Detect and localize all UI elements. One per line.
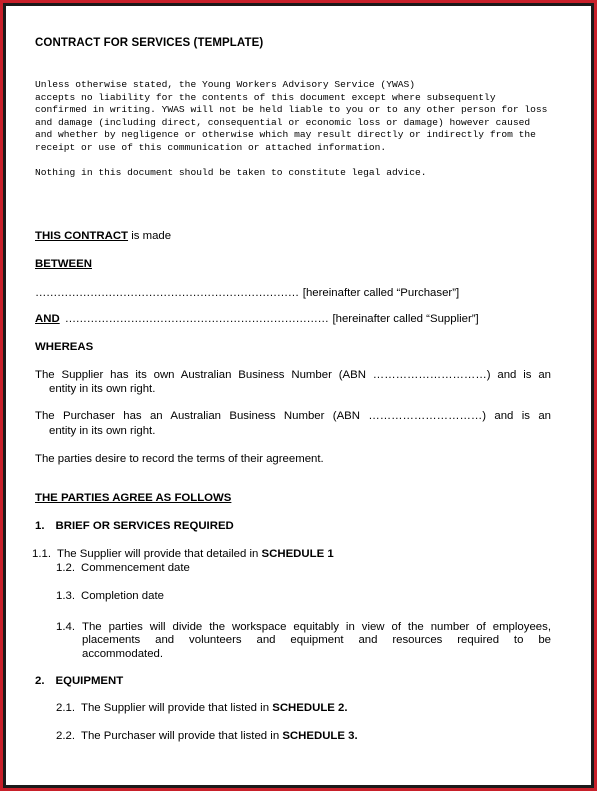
document-title: CONTRACT FOR SERVICES (TEMPLATE): [35, 37, 264, 49]
section-number: 1.: [35, 520, 45, 532]
schedule-ref: SCHEDULE 3.: [282, 730, 358, 742]
item-2-2: [56, 730, 358, 742]
whereas-heading: WHEREAS: [35, 341, 94, 353]
item-number: 2.2.: [56, 730, 75, 742]
disclaimer-line: and whether by negligence or otherwise which may result directly or indirectly from the: [35, 129, 536, 140]
purchaser-line: [35, 287, 459, 299]
section-2-heading: [35, 675, 123, 687]
item-1-2: [56, 562, 190, 574]
document-page: [6, 6, 591, 785]
item-1-4-number: 1.4.: [56, 621, 75, 633]
item-number: 1.3.: [56, 590, 75, 602]
schedule-ref: SCHEDULE 1: [261, 548, 334, 560]
contract-made-line: [35, 230, 171, 242]
schedule-ref: SCHEDULE 2.: [272, 702, 348, 714]
purchaser-label: [hereinafter called “Purchaser”]: [302, 287, 460, 299]
disclaimer-line: Unless otherwise stated, the Young Workers Advisory Service (YWAS): [35, 79, 415, 90]
legal-advice-note: Nothing in this document should be taken to constitute legal advice.: [35, 167, 427, 178]
item-1-4-line3: accommodated.: [82, 648, 164, 660]
item-1-4-line1: The parties will divide the workspace equitably in view of the number of employees,: [82, 621, 551, 633]
item-2-1: [56, 702, 348, 714]
disclaimer-line: receipt or use of this communication or attached information.: [35, 142, 387, 153]
contract-made-text: is made: [128, 230, 172, 242]
item-text: The Supplier will provide that detailed in: [57, 548, 262, 560]
whereas-supplier-line2: entity in its own right.: [49, 383, 156, 395]
whereas-purchaser-line1: The Purchaser has an Australian Business Number (ABN …………………………) and is an: [35, 410, 551, 422]
item-text: The Supplier will provide that listed in: [81, 702, 273, 714]
purchaser-blank: ………………………………………………………………: [35, 287, 299, 299]
supplier-line: [35, 313, 479, 325]
whereas-purchaser-line2: entity in its own right.: [49, 425, 156, 437]
item-1-1: [32, 548, 334, 560]
item-text: The Purchaser will provide that listed in: [81, 730, 283, 742]
disclaimer-line: confirmed in writing. YWAS will not be held liable to you or to any other person for loss: [35, 104, 548, 115]
item-number: 1.2.: [56, 562, 75, 574]
item-text: Completion date: [81, 590, 164, 602]
section-title: BRIEF OR SERVICES REQUIRED: [55, 520, 234, 532]
parties-desire-text: The parties desire to record the terms of their agreement.: [35, 453, 324, 465]
disclaimer-line: and damage (including direct, consequential or economic loss or damage) however caused: [35, 117, 531, 128]
between-heading: BETWEEN: [35, 258, 92, 270]
item-1-4-line2: placements and volunteers and equipment and resources required to be: [82, 634, 551, 646]
item-number: 2.1.: [56, 702, 75, 714]
section-title: EQUIPMENT: [55, 675, 124, 687]
item-text: Commencement date: [81, 562, 190, 574]
and-heading: AND: [35, 313, 60, 325]
item-1-3: [56, 590, 164, 602]
contract-heading: THIS CONTRACT: [35, 230, 129, 242]
whereas-supplier-line1: The Supplier has its own Australian Business Number (ABN …………………………) and is an: [35, 369, 551, 381]
section-number: 2.: [35, 675, 45, 687]
supplier-blank: ………………………………………………………………: [64, 313, 329, 325]
item-number: 1.1.: [32, 548, 51, 560]
disclaimer-line: accepts no liability for the contents of this document except where subsequently: [35, 92, 496, 103]
supplier-label: [hereinafter called “Supplier”]: [332, 313, 479, 325]
agree-heading: THE PARTIES AGREE AS FOLLOWS: [35, 492, 232, 504]
section-1-heading: [35, 520, 234, 532]
